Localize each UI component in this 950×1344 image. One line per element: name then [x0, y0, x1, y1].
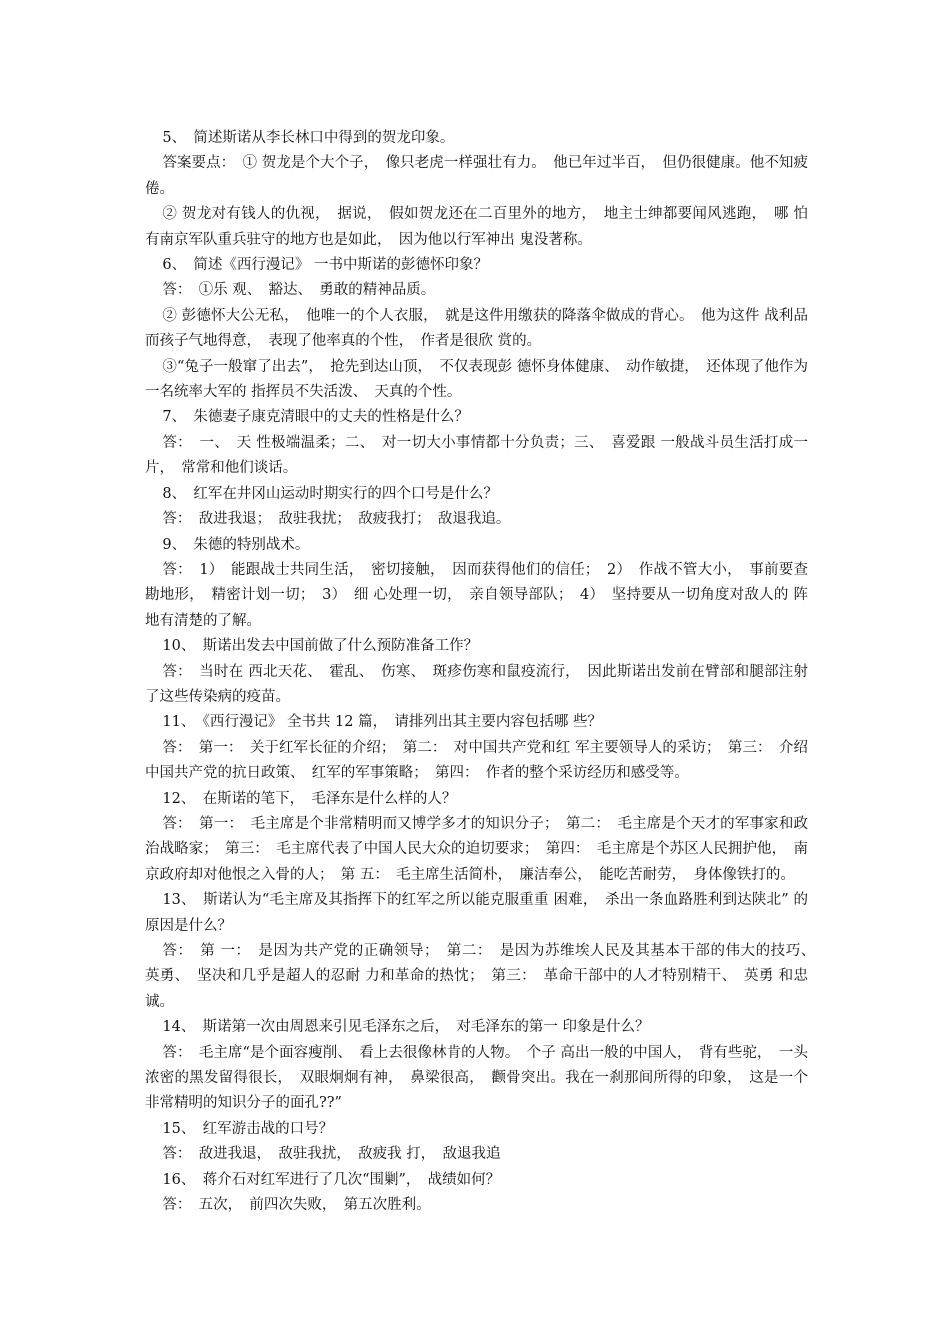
answer-5-part-2: ② 贺龙对有钱人的仇视， 据说， 假如贺龙还在二百里外的地方， 地主士绅都要闻风逃跑， 哪 怕有南京军队重兵驻守的地方也是如此， 因为他以行军神出 鬼没著称。: [145, 206, 808, 248]
question-12: 12、 在斯诺的笔下， 毛泽东是什么样的人？: [162, 790, 457, 807]
answer-11: 答： 第一： 关于红军长征的介绍； 第二： 对中国共产党和红 军主要领导人的采访； 第三： 介绍中国共产党的抗日政策、 红军的军事策略； 第四： 作者的整个采访经历和感受等。: [145, 739, 808, 782]
answer-7: 答： 一、 天 性极端温柔；二、 对一切大小事情都十分负责；三、 喜爱跟 一般战斗员生活打成一片， 常常和他们谈话。: [145, 434, 808, 477]
question-11: 11、 《西行漫记》 全书共 12 篇， 请排列出其主要内容包括哪 些？: [162, 714, 602, 731]
answer-5-part-1: 答案要点： ① 贺龙是个大个子， 像只老虎一样强壮有力。 他已年过半百， 但仍很健康。他不知疲倦。: [145, 155, 808, 197]
answer-14: 答： 毛主席“是个面容瘦削、 看上去很像林肯的人物。 个子 高出一般的中国人， 背有些驼， 一头浓密的黑发留得很长， 双眼炯炯有神， 鼻梁很高， 颧骨突出。我在一刹那间所得的印象， 这是一个非常精明的知识分子的面孔??”: [145, 1044, 808, 1112]
question-14: 14、 斯诺第一次由周恩来引见毛泽东之后， 对毛泽东的第一 印象是什么？: [162, 1019, 650, 1036]
question-7: 7、 朱德妻子康克清眼中的丈夫的性格是什么？: [162, 409, 469, 426]
question-6: 6、 简述《西行漫记》 一书中斯诺的彭德怀印象？: [162, 257, 488, 274]
answer-9: 答： 1） 能跟战士共同生活， 密切接触， 因而获得他们的信任； 2） 作战不管大小， 事前要查勘地形， 精密计划一切； 3） 细 心处理一切， 亲自领导部队； 4） 坚持要从一切角度对敌人的 阵地有清楚的了解。: [145, 561, 808, 629]
document-body: [145, 126, 823, 1218]
question-8: 8、 红军在井冈山运动时期实行的四个口号是什么？: [162, 485, 498, 502]
question-10: 10、 斯诺出发去中国前做了什么预防准备工作？: [162, 638, 479, 655]
question-13: 13、 斯诺认为“毛主席及其指挥下的红军之所以能克服重重 困难， 杀出一条血路胜利到达陕北” 的原因是什么？: [145, 892, 808, 934]
answer-6-part-1: 答： ①乐 观、 豁达、 勇敢的精神品质。: [162, 282, 436, 299]
answer-8: 答： 敌进我退； 敌驻我扰； 敌疲我打； 敌退我追。: [162, 511, 511, 528]
answer-6-part-2: ② 彭德怀大公无私， 他唯一的个人衣服， 就是这件用缴获的降落伞做成的背心。 他为这件 战利品而孩子气地得意， 表现了他率真的个性， 作者是很欣 赏的。: [145, 307, 808, 350]
answer-13: 答： 第 一： 是因为共产党的正确领导； 第二： 是因为苏维埃人民及其基本干部的伟大的技巧、 英勇、 坚决和几乎是超人的忍耐 力和革命的热忱； 第三： 革命干部中的人才特别精干、 英勇 和忠诚。: [145, 943, 823, 1010]
answer-6-part-3: ③“兔子一般窜了出去”， 抢先到达山顶， 不仅表现彭 德怀身体健康、 动作敏捷， 还体现了他作为一名统率大军的 指挥员不失活泼、 天真的个性。: [145, 358, 808, 401]
question-5: 5、 简述斯诺从李长林口中得到的贺龙印象。: [162, 130, 455, 146]
question-15: 15、 红军游击战的口号？: [162, 1120, 334, 1137]
question-9: 9、 朱德的特别战术。: [162, 536, 310, 553]
answer-15: 答： 敌进我退， 敌驻我扰， 敌疲我 打， 敌退我追: [162, 1146, 501, 1163]
question-16: 16、 蒋介石对红军进行了几次“围剿”， 战绩如何？: [162, 1171, 501, 1188]
answer-16: 答： 五次， 前四次失败， 第五次胜利。: [162, 1197, 431, 1214]
answer-10: 答： 当时在 西北天花、 霍乱、 伤寒、 斑疹伤寒和鼠疫流行， 因此斯诺出发前在臂部和腿部注射了这些传染病的疫苗。: [145, 663, 808, 705]
answer-12: 答： 第一： 毛主席是个非常精明而又博学多才的知识分子； 第二： 毛主席是个天才的军事家和政治战略家； 第三： 毛主席代表了中国人民大众的迫切要求； 第四： 毛主席是个苏区人民拥护他， 南京政府却对他恨之入骨的人； 第 五： 毛主席生活简朴， 廉洁奉公， 能吃苦耐劳， 身体像铁打的。: [145, 815, 808, 883]
